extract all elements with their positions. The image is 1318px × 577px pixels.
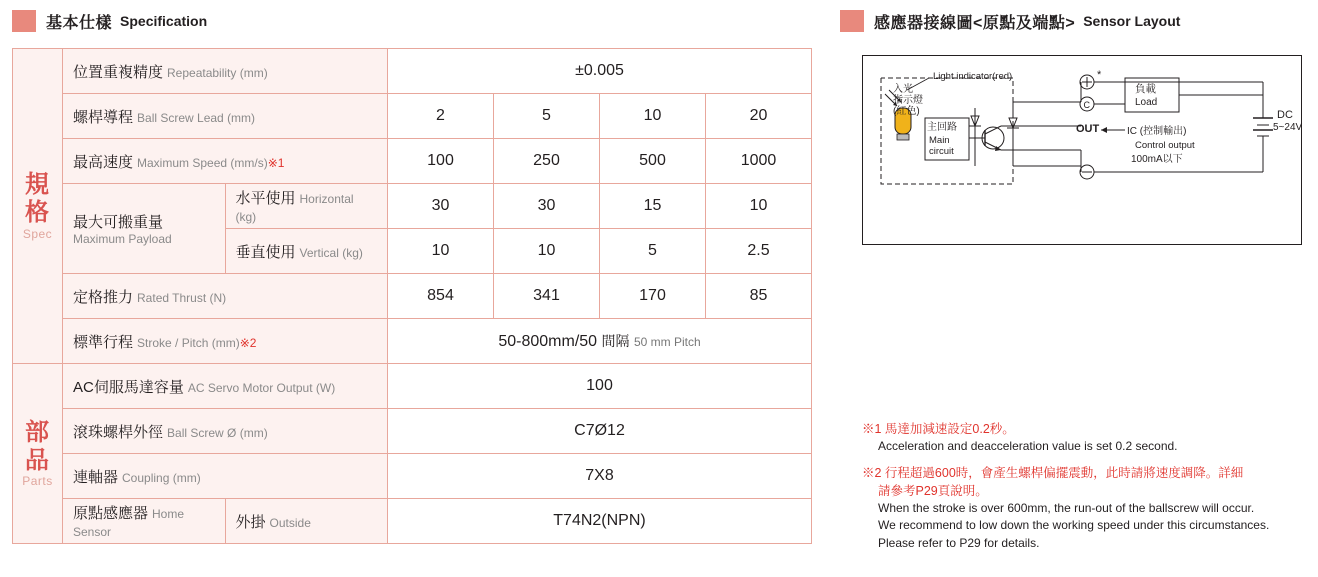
row-label-en: Rated Thrust (N) bbox=[137, 290, 227, 305]
value-cell: 5 bbox=[494, 94, 600, 139]
table-row bbox=[13, 454, 812, 499]
row-label-en: Home Sensor bbox=[73, 506, 185, 539]
row-sublabel-horizontal bbox=[225, 184, 388, 229]
row-sublabel-vertical bbox=[225, 229, 388, 274]
row-label-repeatability bbox=[63, 49, 388, 94]
terminal-plus-mark: * bbox=[1097, 69, 1102, 81]
sublabel-en: Vertical (kg) bbox=[299, 245, 363, 260]
value-ballscrew-dia: C7Ø12 bbox=[388, 409, 812, 454]
value-cell: 2.5 bbox=[706, 229, 812, 274]
sensor-title-zh: 感應器接線圖<原點及端點> bbox=[874, 14, 1076, 32]
value-cell: 20 bbox=[706, 94, 812, 139]
table-row bbox=[13, 184, 812, 229]
group-cell-parts bbox=[13, 364, 63, 544]
row-label-coupling bbox=[63, 454, 388, 499]
value-cell: 10 bbox=[600, 94, 706, 139]
row-label-max-payload bbox=[63, 184, 226, 274]
row-label-en: AC Servo Motor Output (W) bbox=[187, 380, 336, 395]
sublabel-en: Horizontal (kg) bbox=[235, 191, 354, 224]
note-2-en-3: Please refer to P29 for details. bbox=[878, 535, 1040, 550]
main-circuit-zh: 主回路 bbox=[927, 122, 957, 133]
dc-label: DC bbox=[1277, 109, 1293, 121]
table-row bbox=[13, 364, 812, 409]
sensor-title-en: Sensor Layout bbox=[1083, 13, 1181, 29]
group-label-zh: 部品 bbox=[25, 418, 50, 474]
stroke-value-zh: 間隔 bbox=[601, 333, 630, 349]
group-cell-spec bbox=[13, 49, 63, 364]
note-1-en: Acceleration and deacceleration value is set 0.2 second. bbox=[878, 439, 1178, 454]
spec-title-en: Specification bbox=[120, 13, 208, 29]
row-label-zh: AC伺服馬達容量 bbox=[73, 378, 184, 396]
row-footnote-mark: ※1 bbox=[267, 155, 285, 170]
group-label-en: Spec bbox=[22, 226, 53, 241]
note-2-zh: ※2 行程超過600時，會產生螺桿偏擺震動，此時請將速度調降。詳細 bbox=[862, 465, 1244, 480]
table-row bbox=[13, 274, 812, 319]
light-label-zh1: 入光 bbox=[893, 84, 913, 95]
row-label-zh: 原點感應器 bbox=[73, 504, 149, 522]
note-2-zh-cont: 請參考P29頁說明。 bbox=[878, 483, 988, 498]
row-footnote-mark: ※2 bbox=[239, 335, 257, 350]
stroke-value-sub: 50 mm Pitch bbox=[633, 335, 701, 349]
load-label-en: Load bbox=[1135, 97, 1158, 108]
main-circuit-en2: circuit bbox=[929, 146, 954, 157]
value-home-sensor: T74N2(NPN) bbox=[388, 499, 812, 544]
light-label-zh2: 指示燈 bbox=[893, 95, 923, 106]
value-cell: 854 bbox=[388, 274, 494, 319]
dc-range-label: 5~24V bbox=[1273, 122, 1303, 133]
value-cell: 500 bbox=[600, 139, 706, 184]
sensor-diagram-svg bbox=[863, 56, 1303, 246]
sensor-section-header bbox=[840, 6, 1310, 36]
row-label-ballscrew-lead bbox=[63, 94, 388, 139]
table-row bbox=[13, 49, 812, 94]
row-label-en: Ball Screw Lead (mm) bbox=[137, 110, 256, 125]
sensor-wiring-diagram bbox=[862, 55, 1302, 245]
value-cell: 341 bbox=[494, 274, 600, 319]
row-label-en: Coupling (mm) bbox=[122, 470, 201, 485]
note-1 bbox=[862, 420, 1312, 456]
spec-section-header bbox=[12, 6, 812, 36]
light-indicator-label: Light indicator(red) bbox=[933, 71, 1013, 82]
ic-arrow-icon bbox=[1101, 127, 1107, 133]
group-label-en: Parts bbox=[22, 474, 53, 489]
row-label-zh: 標準行程 bbox=[73, 333, 134, 351]
row-label-zh: 定格推力 bbox=[73, 288, 134, 306]
ic-label: IC (控制輸出) bbox=[1127, 126, 1187, 137]
value-cell: 250 bbox=[494, 139, 600, 184]
row-label-home-sensor bbox=[63, 499, 226, 544]
table-row bbox=[13, 499, 812, 544]
row-label-zh: 最大可搬重量 bbox=[73, 214, 164, 231]
terminal-out-label: OUT bbox=[1076, 123, 1100, 135]
value-servo-output: 100 bbox=[388, 364, 812, 409]
note-1-zh: ※1 馬達加減速設定0.2秒。 bbox=[862, 422, 1015, 436]
value-cell: 10 bbox=[494, 229, 600, 274]
table-row bbox=[13, 319, 812, 364]
value-repeatability: ±0.005 bbox=[388, 49, 812, 94]
value-cell: 30 bbox=[388, 184, 494, 229]
spec-title-zh: 基本仕樣 bbox=[46, 14, 113, 32]
control-output-label: Control output bbox=[1135, 140, 1195, 151]
load-label-zh: 負載 bbox=[1135, 83, 1156, 95]
note-2-en-1: When the stroke is over 600mm, the run-out of the ballscrew will occur. bbox=[878, 500, 1255, 515]
note-2-en-2: We recommend to low down the working speed under this circumstances. bbox=[878, 518, 1270, 533]
table-row bbox=[13, 409, 812, 454]
value-cell: 1000 bbox=[706, 139, 812, 184]
row-label-servo-output bbox=[63, 364, 388, 409]
value-cell: 10 bbox=[388, 229, 494, 274]
value-cell: 10 bbox=[706, 184, 812, 229]
table-row bbox=[13, 139, 812, 184]
value-cell: 30 bbox=[494, 184, 600, 229]
row-label-en: Maximum Payload bbox=[73, 232, 172, 246]
value-coupling: 7X8 bbox=[388, 454, 812, 499]
value-cell: 100 bbox=[388, 139, 494, 184]
row-label-en: Maximum Speed (mm/s) bbox=[137, 155, 268, 170]
row-label-max-speed bbox=[63, 139, 388, 184]
sublabel-zh: 水平使用 bbox=[235, 189, 296, 207]
row-label-zh: 位置重複精度 bbox=[73, 63, 164, 81]
row-label-en: Stroke / Pitch (mm) bbox=[137, 335, 240, 350]
main-circuit-en1: Main bbox=[929, 135, 950, 146]
sublabel-en: Outside bbox=[269, 515, 311, 530]
stroke-value-main: 50-800mm/50 bbox=[498, 333, 598, 350]
row-label-zh: 螺桿導程 bbox=[73, 108, 134, 126]
current-label: 100mA以下 bbox=[1131, 154, 1183, 165]
table-row bbox=[13, 94, 812, 139]
row-label-en: Repeatability (mm) bbox=[167, 65, 268, 80]
sensor-header-marker bbox=[840, 10, 864, 32]
led-base-icon bbox=[897, 134, 909, 140]
value-cell: 170 bbox=[600, 274, 706, 319]
row-sublabel-outside bbox=[225, 499, 388, 544]
specification-table bbox=[12, 48, 812, 544]
row-label-zh: 滾珠螺桿外徑 bbox=[73, 423, 164, 441]
group-label-zh: 規格 bbox=[25, 171, 50, 226]
notes-block bbox=[862, 420, 1312, 560]
row-label-ballscrew-dia bbox=[63, 409, 388, 454]
sublabel-zh: 外掛 bbox=[235, 513, 266, 531]
row-label-rated-thrust bbox=[63, 274, 388, 319]
light-label-zh3: (紅色) bbox=[893, 106, 920, 117]
row-label-stroke-pitch bbox=[63, 319, 388, 364]
spec-header-marker bbox=[12, 10, 36, 32]
value-cell: 5 bbox=[600, 229, 706, 274]
sublabel-zh: 垂直使用 bbox=[235, 243, 296, 261]
row-label-zh: 連軸器 bbox=[73, 468, 119, 486]
value-cell: 85 bbox=[706, 274, 812, 319]
row-label-zh: 最高速度 bbox=[73, 153, 134, 171]
value-cell: 2 bbox=[388, 94, 494, 139]
terminal-c-label: C bbox=[1083, 100, 1090, 110]
row-label-en: Ball Screw Ø (mm) bbox=[167, 425, 268, 440]
note-2 bbox=[862, 464, 1312, 552]
value-cell: 15 bbox=[600, 184, 706, 229]
value-stroke-pitch bbox=[388, 319, 812, 364]
